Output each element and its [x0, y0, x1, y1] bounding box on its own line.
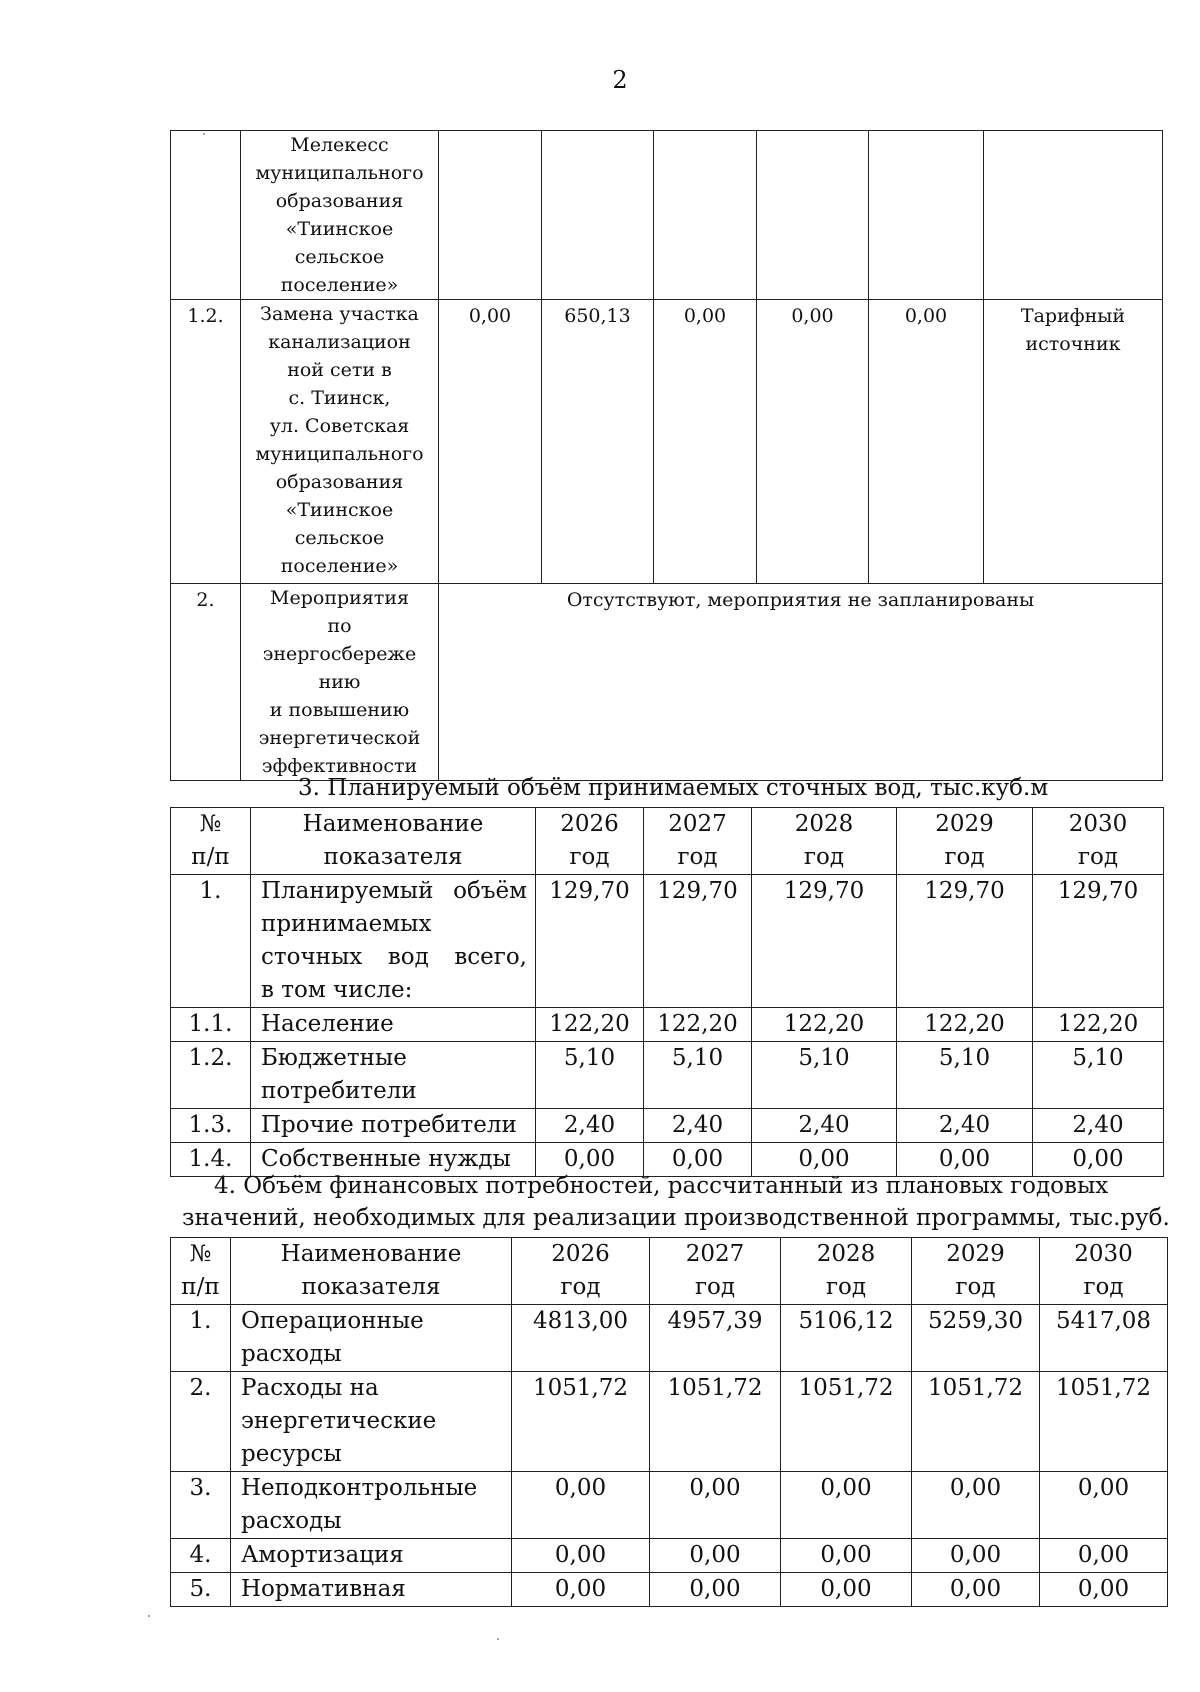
table-row — [171, 1472, 1168, 1539]
header-year: 2027 год — [650, 1238, 781, 1305]
value-cell: 1051,72 — [1040, 1372, 1168, 1472]
value-cell: 1051,72 — [512, 1372, 650, 1472]
value-cell: 5,10 — [1033, 1042, 1164, 1109]
value-cell: 2,40 — [536, 1109, 644, 1143]
financial-needs-table — [170, 1237, 1168, 1607]
value-cell: 122,20 — [752, 1008, 897, 1042]
table-row — [171, 875, 1164, 1008]
value-cell: 4813,00 — [512, 1305, 650, 1372]
row-number: 1.2. — [171, 1042, 251, 1109]
header-year: 2027 год — [644, 808, 752, 875]
value-cell: 0,00 — [650, 1539, 781, 1573]
table-row — [171, 131, 1163, 300]
section4-title-line-2: значений, необходимых для реализации производственной программы, тыс.руб. — [182, 1205, 1170, 1231]
value-cell: 5,10 — [752, 1042, 897, 1109]
value-cell: 0,00 — [757, 300, 869, 584]
row-number: 2. — [171, 1372, 231, 1472]
value-cell: 2,40 — [752, 1109, 897, 1143]
header-num: № п/п — [171, 1238, 231, 1305]
value-cell: 0,00 — [439, 300, 542, 584]
value-cell: 4957,39 — [650, 1305, 781, 1372]
activity-name: Мероприятия по энергосбереже нию и повышению энергетической эффективности — [241, 584, 439, 781]
value-cell: 0,00 — [536, 1143, 644, 1177]
value-cell: 5,10 — [897, 1042, 1033, 1109]
row-number: 2. — [171, 584, 241, 781]
table-row — [171, 1042, 1164, 1109]
value-cell: 0,00 — [654, 300, 757, 584]
value-cell: 0,00 — [912, 1472, 1040, 1539]
section3-title: 3. Планируемый объём принимаемых сточных вод, тыс.куб.м — [298, 775, 1049, 801]
value-cell: 1051,72 — [912, 1372, 1040, 1472]
row-number: 5. — [171, 1573, 231, 1607]
table-row — [171, 584, 1163, 781]
funding-source: Тарифный источник — [984, 300, 1163, 584]
row-label: Нормативная — [231, 1573, 512, 1607]
value-cell: 2,40 — [644, 1109, 752, 1143]
value-cell: 5,10 — [536, 1042, 644, 1109]
row-number: 1. — [171, 875, 251, 1008]
value-cell: 5106,12 — [781, 1305, 912, 1372]
scan-speck — [497, 1638, 499, 1640]
table-row — [171, 1539, 1168, 1573]
row-label: Собственные нужды — [251, 1143, 536, 1177]
value-cell: 5,10 — [644, 1042, 752, 1109]
page-number: 2 — [612, 66, 628, 94]
table-row — [171, 1008, 1164, 1042]
header-year: 2028 год — [752, 808, 897, 875]
header-year: 2030 год — [1033, 808, 1164, 875]
value-cell: 0,00 — [512, 1573, 650, 1607]
value-cell: 650,13 — [542, 300, 654, 584]
table-row — [171, 1573, 1168, 1607]
value-cell: 0,00 — [1040, 1539, 1168, 1573]
row-number: 1.2. — [171, 300, 241, 584]
row-label: Население — [251, 1008, 536, 1042]
row-label: Амортизация — [231, 1539, 512, 1573]
row-number: 3. — [171, 1472, 231, 1539]
header-year: 2029 год — [897, 808, 1033, 875]
header-year: 2026 год — [536, 808, 644, 875]
value-cell: 129,70 — [536, 875, 644, 1008]
value-cell: 5417,08 — [1040, 1305, 1168, 1372]
row-label: Расходы на энергетические ресурсы — [231, 1372, 512, 1472]
activity-name: Мелекесс муниципального образования «Тиинское сельское поселение» — [241, 131, 439, 300]
header-num: № п/п — [171, 808, 251, 875]
row-label: Операционные расходы — [231, 1305, 512, 1372]
value-cell: 0,00 — [897, 1143, 1033, 1177]
table-row — [171, 1109, 1164, 1143]
row-number: 4. — [171, 1539, 231, 1573]
row-number: 1. — [171, 1305, 231, 1372]
header-year: 2029 год — [912, 1238, 1040, 1305]
value-cell: 0,00 — [512, 1539, 650, 1573]
value-cell: 0,00 — [781, 1472, 912, 1539]
value-cell: 122,20 — [644, 1008, 752, 1042]
value-cell: 122,20 — [897, 1008, 1033, 1042]
header-name: Наименование показателя — [251, 808, 536, 875]
no-activities-note: Отсутствуют, мероприятия не запланированы — [439, 584, 1163, 781]
header-year: 2030 год — [1040, 1238, 1168, 1305]
row-number: 1.1. — [171, 1008, 251, 1042]
value-cell: 0,00 — [512, 1472, 650, 1539]
value-cell: 1051,72 — [781, 1372, 912, 1472]
value-cell: 0,00 — [650, 1573, 781, 1607]
value-cell: 129,70 — [752, 875, 897, 1008]
value-cell: 129,70 — [644, 875, 752, 1008]
row-label: Планируемый объём принимаемых сточных вод всего, в том числе: — [251, 875, 536, 1008]
value-cell: 0,00 — [869, 300, 984, 584]
table-row — [171, 300, 1163, 584]
table-header-row — [171, 808, 1164, 875]
value-cell: 0,00 — [650, 1472, 781, 1539]
row-label: Неподконтрольные расходы — [231, 1472, 512, 1539]
value-cell: 5259,30 — [912, 1305, 1040, 1372]
row-label: Бюджетные потребители — [251, 1042, 536, 1109]
value-cell: 2,40 — [1033, 1109, 1164, 1143]
value-cell: 0,00 — [644, 1143, 752, 1177]
activity-name: Замена участка канализацион ной сети в с. Тиинск, ул. Советская муниципального образования «Тиинское сельское поселение» — [241, 300, 439, 584]
header-name: Наименование показателя — [231, 1238, 512, 1305]
scan-speck — [203, 133, 205, 135]
activities-table — [170, 130, 1163, 781]
value-cell: 122,20 — [1033, 1008, 1164, 1042]
value-cell: 2,40 — [897, 1109, 1033, 1143]
header-year: 2028 год — [781, 1238, 912, 1305]
value-cell: 129,70 — [1033, 875, 1164, 1008]
wastewater-volume-table — [170, 807, 1164, 1177]
value-cell: 0,00 — [1033, 1143, 1164, 1177]
value-cell: 1051,72 — [650, 1372, 781, 1472]
table-header-row — [171, 1238, 1168, 1305]
row-label: Прочие потребители — [251, 1109, 536, 1143]
scan-speck — [148, 1615, 150, 1617]
value-cell: 0,00 — [912, 1539, 1040, 1573]
value-cell: 0,00 — [781, 1539, 912, 1573]
value-cell: 0,00 — [1040, 1472, 1168, 1539]
value-cell: 129,70 — [897, 875, 1033, 1008]
value-cell: 0,00 — [752, 1143, 897, 1177]
section4-title-line-1: 4. Объём финансовых потребностей, рассчитанный из плановых годовых — [214, 1173, 1109, 1199]
table-row — [171, 1372, 1168, 1472]
value-cell: 122,20 — [536, 1008, 644, 1042]
value-cell: 0,00 — [781, 1573, 912, 1607]
row-number: 1.4. — [171, 1143, 251, 1177]
header-year: 2026 год — [512, 1238, 650, 1305]
table-row — [171, 1305, 1168, 1372]
row-number: 1.3. — [171, 1109, 251, 1143]
value-cell: 0,00 — [1040, 1573, 1168, 1607]
value-cell: 0,00 — [912, 1573, 1040, 1607]
